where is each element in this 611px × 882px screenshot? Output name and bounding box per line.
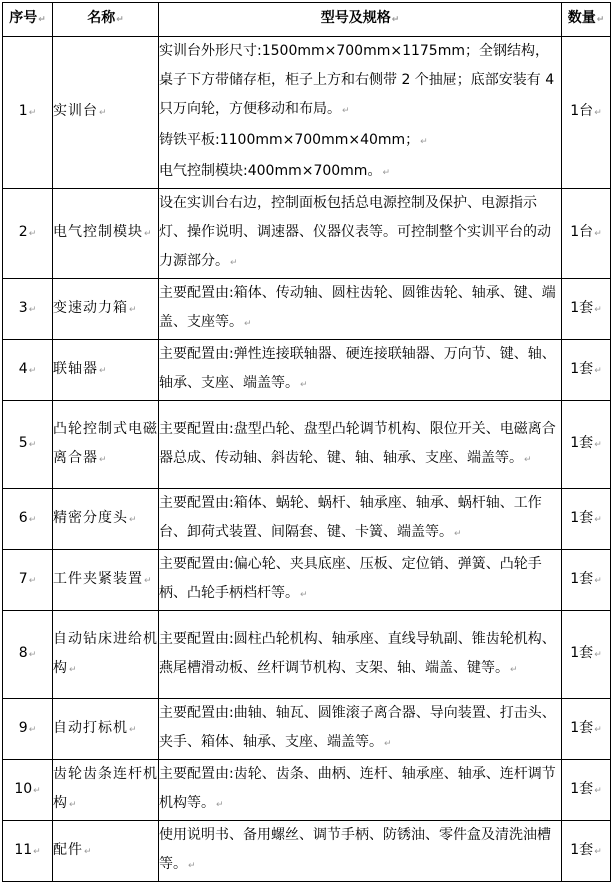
item-spec-cell: [159, 699, 562, 760]
row-number: 10: [14, 780, 33, 797]
paragraph-mark-icon: ↵: [384, 739, 392, 749]
paragraph-mark-icon: ↵: [596, 15, 605, 25]
paragraph-mark-icon: ↵: [594, 440, 602, 450]
table-body: [3, 37, 611, 882]
paragraph-mark-icon: ↵: [28, 650, 37, 660]
row-number: 2: [18, 224, 28, 240]
item-name-cell: [53, 37, 159, 189]
paragraph-mark-icon: ↵: [594, 304, 602, 315]
row-number: 4: [18, 360, 28, 377]
item-name: 联轴器: [53, 360, 98, 377]
spec-line: [159, 550, 561, 610]
item-quantity: 1套: [570, 780, 594, 797]
spec-line: [159, 821, 561, 881]
item-qty-cell: [562, 401, 611, 489]
item-name-cell: [53, 760, 159, 821]
row-number: 8: [18, 645, 28, 661]
item-spec-cell: [159, 611, 562, 699]
spec-text: 主要配置由:齿轮、齿条、曲柄、连杆、轴承座、轴承、连杆调节机构等。: [159, 766, 556, 811]
paragraph-mark-icon: ↵: [144, 229, 153, 239]
paragraph-mark-icon: ↵: [594, 846, 602, 857]
item-quantity: 1套: [570, 719, 594, 736]
equipment-spec-table: [2, 2, 611, 882]
paragraph-mark-icon: ↵: [594, 785, 602, 796]
table-row: [3, 37, 611, 189]
paragraph-mark-icon: ↵: [28, 304, 37, 315]
paragraph-mark-icon: ↵: [28, 108, 37, 118]
paragraph-mark-icon: ↵: [144, 575, 153, 586]
item-qty-cell: [562, 340, 611, 401]
item-name: 自动钻床进给机构: [53, 630, 158, 676]
table-row: [3, 699, 611, 760]
item-name-cell: [53, 550, 159, 611]
row-number: 11: [14, 841, 33, 858]
item-spec-cell: [159, 760, 562, 821]
paragraph-mark-icon: ↵: [69, 800, 78, 810]
item-name-cell: [53, 401, 159, 489]
paragraph-mark-icon: ↵: [382, 168, 390, 178]
item-name: 电气控制模块: [53, 224, 143, 240]
spec-text: 使用说明书、备用螺丝、调节手柄、防锈油、零件盒及清洗油槽等。: [159, 827, 551, 872]
item-name: 变速动力箱: [53, 299, 128, 316]
item-qty-cell: [562, 699, 611, 760]
row-number-cell: [3, 340, 53, 401]
paragraph-mark-icon: ↵: [594, 724, 602, 735]
item-quantity: 1套: [570, 570, 594, 587]
item-qty-cell: [562, 489, 611, 550]
item-name: 自动打标机: [53, 719, 128, 736]
paragraph-mark-icon: ↵: [28, 365, 37, 376]
header-no: 序号↵: [3, 3, 53, 37]
item-spec-cell: [159, 37, 562, 189]
paragraph-mark-icon: ↵: [129, 304, 138, 315]
item-name: 配件: [53, 841, 83, 858]
item-qty-cell: [562, 189, 611, 279]
spec-line: [159, 415, 561, 475]
spec-text: 主要配置由:圆柱凸轮机构、轴承座、直线导轨副、锥齿轮机构、燕尾槽滑动板、丝杆调节机构、支架、轴、端盖、键等。: [159, 630, 556, 676]
paragraph-mark-icon: ↵: [129, 724, 138, 735]
paragraph-mark-icon: ↵: [28, 724, 37, 735]
row-number-cell: [3, 189, 53, 279]
item-spec-cell: [159, 550, 562, 611]
item-qty-cell: [562, 821, 611, 882]
item-qty-cell: [562, 611, 611, 699]
paragraph-mark-icon: ↵: [454, 529, 462, 539]
row-number-cell: [3, 760, 53, 821]
table-row: [3, 550, 611, 611]
paragraph-mark-icon: ↵: [28, 229, 37, 239]
table-row: [3, 401, 611, 489]
spec-text: 主要配置由:弹性连接联轴器、硬连接联轴器、万向节、键、轴、轴承、支座、端盖等。: [159, 346, 556, 391]
item-name: 齿轮齿条连杆机构: [53, 766, 158, 811]
spec-text: 电气控制模块:400mm×700mm。: [159, 163, 382, 179]
item-spec-cell: [159, 279, 562, 340]
item-name: 工件夹紧装置: [53, 570, 143, 587]
paragraph-mark-icon: ↵: [420, 137, 428, 147]
table-row: [3, 279, 611, 340]
row-number-cell: [3, 37, 53, 189]
item-quantity: 1套: [570, 360, 594, 377]
paragraph-mark-icon: ↵: [33, 846, 41, 857]
paragraph-mark-icon: ↵: [216, 800, 224, 810]
spec-line: [159, 37, 561, 126]
paragraph-mark-icon: ↵: [300, 590, 308, 600]
table-header-row: [3, 3, 611, 37]
paragraph-mark-icon: ↵: [116, 15, 124, 25]
row-number-cell: [3, 611, 53, 699]
item-name-cell: [53, 699, 159, 760]
spec-text: 主要配置由:曲轴、轴瓦、圆锥滚子离合器、导向装置、打击头、夹手、箱体、轴承、支座、端盖等。: [159, 705, 556, 750]
item-spec-cell: [159, 489, 562, 550]
spec-text: 实训台外形尺寸:1500mm×700mm×1175mm；全钢结构，桌子下方带储存柜，柜子上方和右侧带 2 个抽屉；底部安装有 4 只万向轮，方便移动和布局。: [159, 43, 555, 117]
spec-text: 主要配置由:偏心轮、夹具底座、压板、定位销、弹簧、凸轮手柄、凸轮手柄档杆等。: [159, 556, 542, 601]
item-name: 实训台: [53, 103, 98, 119]
item-quantity: 1套: [570, 435, 594, 451]
spec-text: 主要配置由:盘型凸轮、盘型凸轮调节机构、限位开关、电磁离合器总成、传动轴、斜齿轮、键、轴、轴承、支座、端盖等。: [159, 420, 556, 466]
paragraph-mark-icon: ↵: [84, 846, 93, 857]
spec-line: [159, 699, 561, 759]
paragraph-mark-icon: ↵: [28, 514, 37, 525]
table-row: [3, 821, 611, 882]
item-quantity: 1台: [570, 103, 594, 119]
paragraph-mark-icon: ↵: [230, 258, 238, 268]
paragraph-mark-icon: ↵: [28, 440, 37, 450]
header-spec: 型号及规格↵: [159, 3, 562, 37]
item-quantity: 1套: [570, 645, 594, 661]
item-spec-cell: [159, 189, 562, 279]
table-row: [3, 760, 611, 821]
paragraph-mark-icon: ↵: [28, 575, 37, 586]
item-name-cell: [53, 489, 159, 550]
spec-line: [159, 340, 561, 400]
item-spec-cell: [159, 340, 562, 401]
spec-line: [159, 279, 561, 339]
paragraph-mark-icon: ↵: [33, 785, 41, 796]
paragraph-mark-icon: ↵: [342, 106, 350, 116]
paragraph-mark-icon: ↵: [38, 15, 46, 25]
item-quantity: 1套: [570, 299, 594, 316]
paragraph-mark-icon: ↵: [594, 650, 602, 660]
paragraph-mark-icon: ↵: [129, 514, 138, 525]
item-quantity: 1套: [570, 509, 594, 526]
paragraph-mark-icon: ↵: [69, 664, 78, 675]
item-name-cell: [53, 611, 159, 699]
paragraph-mark-icon: ↵: [99, 365, 108, 376]
item-spec-cell: [159, 401, 562, 489]
row-number-cell: [3, 489, 53, 550]
paragraph-mark-icon: ↵: [99, 454, 108, 465]
item-qty-cell: [562, 37, 611, 189]
row-number: 3: [18, 299, 28, 316]
item-name-cell: [53, 279, 159, 340]
item-name: 精密分度头: [53, 509, 128, 526]
header-name: 名称↵: [53, 3, 159, 37]
table-row: [3, 489, 611, 550]
item-name-cell: [53, 340, 159, 401]
paragraph-mark-icon: ↵: [300, 380, 308, 390]
paragraph-mark-icon: ↵: [244, 319, 252, 329]
item-qty-cell: [562, 760, 611, 821]
spec-text: 主要配置由:箱体、传动轴、圆柱齿轮、圆锥齿轮、轴承、键、端盖、支座等。: [159, 285, 556, 330]
row-number: 1: [18, 103, 28, 119]
paragraph-mark-icon: ↵: [594, 108, 602, 118]
spec-line: [159, 625, 561, 685]
paragraph-mark-icon: ↵: [594, 575, 602, 586]
row-number: 5: [18, 435, 28, 451]
item-quantity: 1套: [570, 841, 594, 858]
paragraph-mark-icon: ↵: [594, 365, 602, 376]
spec-line: [159, 760, 561, 820]
spec-line: [159, 189, 561, 278]
spec-text: 铸铁平板:1100mm×700mm×40mm；: [159, 132, 420, 148]
spec-line: [159, 126, 561, 157]
spec-text: 主要配置由:箱体、蜗轮、蜗杆、轴承座、轴承、蜗杆轴、工作台、卸荷式装置、间隔套、键、卡簧、端盖等。: [159, 495, 542, 540]
item-name-cell: [53, 821, 159, 882]
item-quantity: 1台: [570, 224, 594, 240]
row-number-cell: [3, 550, 53, 611]
row-number-cell: [3, 699, 53, 760]
paragraph-mark-icon: ↵: [524, 454, 532, 465]
header-qty: 数量↵: [562, 3, 611, 37]
paragraph-mark-icon: ↵: [99, 108, 108, 118]
spec-line: [159, 489, 561, 549]
spec-line: [159, 157, 561, 188]
row-number: 6: [18, 509, 28, 526]
paragraph-mark-icon: ↵: [594, 514, 602, 525]
paragraph-mark-icon: ↵: [188, 861, 196, 871]
row-number-cell: [3, 401, 53, 489]
item-spec-cell: [159, 821, 562, 882]
paragraph-mark-icon: ↵: [391, 15, 400, 25]
table-row: [3, 611, 611, 699]
paragraph-mark-icon: ↵: [594, 229, 602, 239]
item-name: 凸轮控制式电磁离合器: [53, 420, 158, 466]
row-number: 9: [18, 719, 28, 736]
row-number: 7: [18, 570, 28, 587]
table-row: [3, 189, 611, 279]
row-number-cell: [3, 279, 53, 340]
item-qty-cell: [562, 279, 611, 340]
row-number-cell: [3, 821, 53, 882]
paragraph-mark-icon: ↵: [510, 664, 518, 675]
table-row: [3, 340, 611, 401]
spec-text: 设在实训台右边，控制面板包括总电源控制及保护、电源指示灯、操作说明、调速器、仪器仪表等。可控制整个实训平台的动力源部分。: [159, 195, 551, 269]
item-name-cell: [53, 189, 159, 279]
item-qty-cell: [562, 550, 611, 611]
